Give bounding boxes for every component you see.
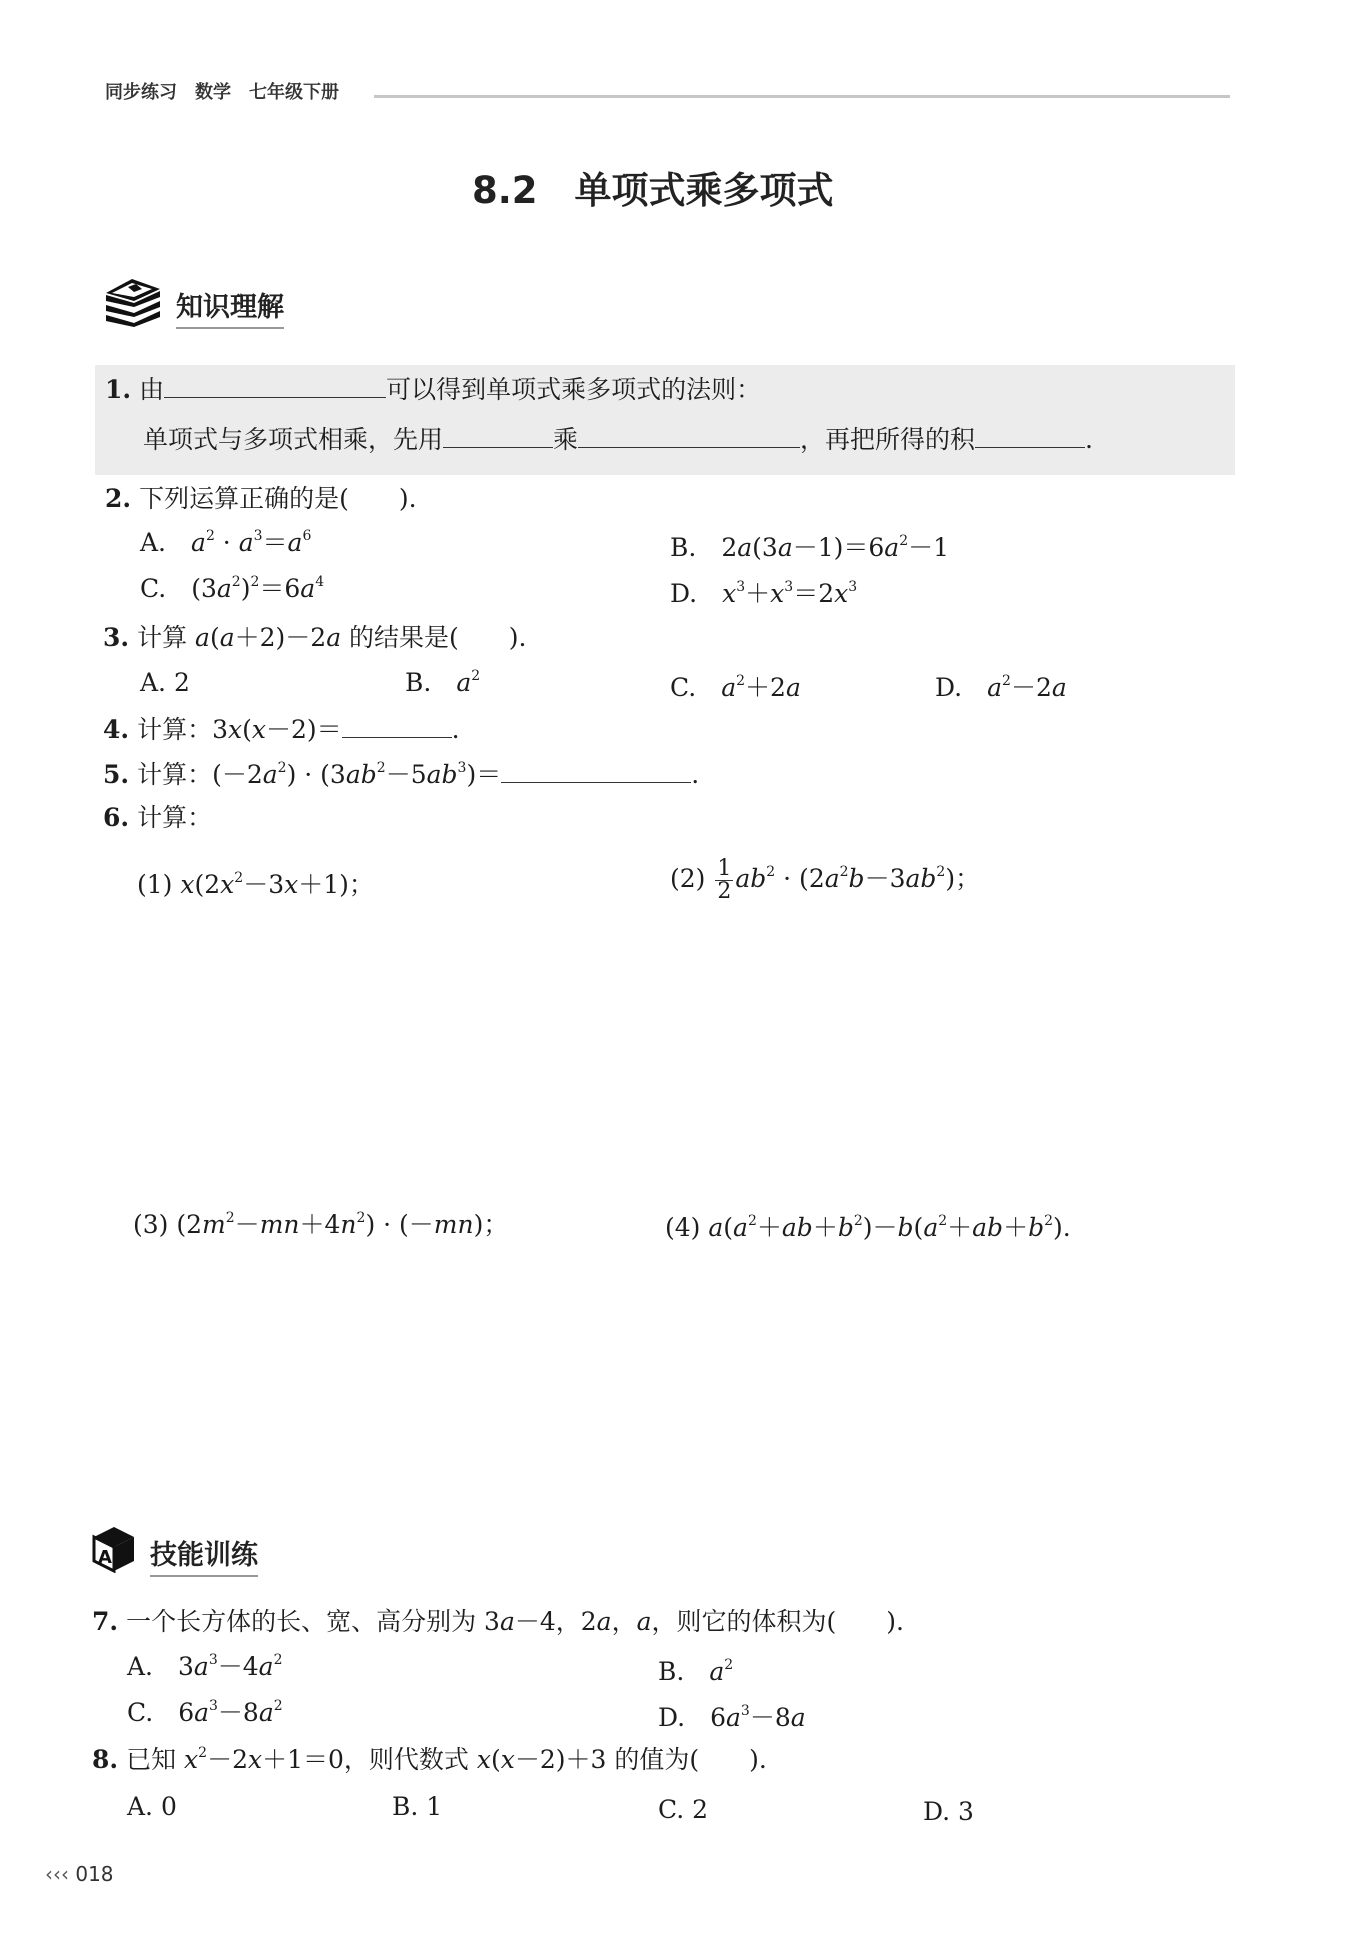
q5-answer-blank[interactable] bbox=[501, 758, 691, 783]
q3-option-b-label: B. bbox=[405, 668, 432, 697]
q3-option-c-label: C. bbox=[670, 673, 697, 702]
q1-text-a: 由 bbox=[139, 375, 165, 404]
q1-text-b: 可以得到单项式乘多项式的法则： bbox=[386, 375, 762, 404]
question-5: 5. 计算：$(-2a^2) \cdot (3ab^2-5ab^3)=$ . bbox=[103, 760, 700, 789]
q7-option-a[interactable]: A. $3a^3-4a^2$ bbox=[127, 1652, 283, 1681]
q3-option-c[interactable]: C. $a^2+2a$ bbox=[670, 673, 801, 702]
q5-number: 5. bbox=[103, 760, 130, 789]
q1-blank-1[interactable] bbox=[164, 373, 386, 398]
q4-stem: 计算： bbox=[137, 715, 213, 744]
q8-option-c-label: C. 2 bbox=[658, 1795, 709, 1824]
q6-part-3-label: (3) bbox=[133, 1210, 169, 1239]
q1-text-e: ，再把所得的积 bbox=[800, 425, 976, 454]
q8-option-d-label: D. 3 bbox=[923, 1797, 974, 1826]
q6-part-1: (1) $x(2x^2-3x+1)$； bbox=[137, 870, 374, 899]
q3-option-b[interactable]: B. $a^2$ bbox=[405, 668, 481, 697]
q8-number: 8. bbox=[92, 1745, 119, 1774]
q7-stem-a: 一个长方体的长、宽、高分别为 bbox=[126, 1607, 477, 1636]
q6-part-3: (3) $(2m^2-mn+4n^2) \cdot (-mn)$； bbox=[133, 1210, 509, 1239]
q1-text-f: . bbox=[1085, 425, 1093, 454]
question-1-line1 bbox=[105, 373, 761, 405]
header-rule bbox=[374, 95, 1230, 98]
q7-stem-b: ，则它的体积为( ). bbox=[651, 1607, 904, 1636]
q2-option-c-label: C. bbox=[140, 574, 167, 603]
question-4: 4. 计算：3x(x－2)＝ . bbox=[103, 715, 460, 744]
q7-option-b-label: B. bbox=[658, 1657, 685, 1686]
question-3-stem: 3. 计算 a(a＋2)－2a 的结果是( ). bbox=[103, 623, 527, 652]
q1-blank-2[interactable] bbox=[443, 423, 553, 448]
triple-chevron-left-icon: ‹‹‹ bbox=[45, 1862, 69, 1886]
page-number: 018 bbox=[75, 1862, 114, 1886]
fraction-one-half: $\frac{1}{2}$ bbox=[717, 856, 732, 904]
q6-number: 6. bbox=[103, 803, 130, 832]
q4-number: 4. bbox=[103, 715, 130, 744]
q6-part-4: (4) $a(a^2+ab+b^2)-b(a^2+ab+b^2)$. bbox=[665, 1213, 1071, 1242]
q6-part-1-label: (1) bbox=[137, 870, 173, 899]
q7-option-d-label: D. bbox=[658, 1703, 686, 1732]
q4-answer-blank[interactable] bbox=[342, 713, 452, 738]
running-header: 同步练习 数学 七年级下册 bbox=[105, 82, 339, 103]
q7-option-b[interactable]: B. $a^2$ bbox=[658, 1657, 734, 1686]
q8-option-d[interactable] bbox=[923, 1797, 974, 1827]
q5-end: . bbox=[691, 760, 700, 789]
q3-option-a[interactable] bbox=[140, 668, 190, 698]
q6-part-2-label: (2) bbox=[670, 864, 706, 893]
q8-stem-a: 已知 bbox=[126, 1745, 177, 1774]
svg-text:A: A bbox=[98, 1547, 112, 1568]
q3-number: 3. bbox=[103, 623, 130, 652]
q8-stem-b: ，则代数式 bbox=[343, 1745, 469, 1774]
question-7-stem: 7. 一个长方体的长、宽、高分别为 3a－4，2a，a，则它的体积为( ). bbox=[92, 1607, 904, 1636]
q2-option-d[interactable]: D. $x^3+x^3=2x^3$ bbox=[670, 579, 858, 608]
q8-option-a[interactable] bbox=[127, 1792, 177, 1822]
q7-option-c[interactable]: C. $6a^3-8a^2$ bbox=[127, 1698, 283, 1727]
q6-part-2: (2) $\frac{1}{2}$ $ab^2 \cdot (2a^2b-3ab^2)$； bbox=[670, 856, 981, 904]
section-skills: 技能训练 bbox=[150, 1533, 258, 1577]
q6-part-4-label: (4) bbox=[665, 1213, 701, 1242]
question-8-stem: 8. 已知 $x^2-2x+1=0$，则代数式 x(x－2)＋3 的值为( ). bbox=[92, 1745, 767, 1774]
q7-number: 7. bbox=[92, 1607, 119, 1636]
q3-stem-b: 的结果是( ). bbox=[349, 623, 527, 652]
books-icon bbox=[102, 275, 164, 331]
q7-option-d[interactable]: D. $6a^3-8a$ bbox=[658, 1703, 806, 1732]
q8-stem-c: 的值为( ). bbox=[614, 1745, 767, 1774]
q7-option-c-label: C. bbox=[127, 1698, 154, 1727]
question-2-stem bbox=[105, 484, 417, 514]
q1-blank-3[interactable] bbox=[578, 423, 800, 448]
q5-stem: 计算： bbox=[137, 760, 213, 789]
q2-option-a[interactable]: A. $a^2 \cdot a^3=a^6$ bbox=[140, 528, 312, 557]
q2-stem: 下列运算正确的是( ). bbox=[139, 484, 417, 513]
q2-option-d-label: D. bbox=[670, 579, 698, 608]
q1-text-d: 乘 bbox=[553, 425, 579, 454]
q3-option-a-label: A. 2 bbox=[140, 668, 190, 697]
q6-stem: 计算： bbox=[137, 803, 213, 832]
question-1-line2 bbox=[143, 423, 1093, 455]
q2-option-c[interactable]: C. $(3a^2)^2=6a^4$ bbox=[140, 574, 325, 603]
section-knowledge: 知识理解 bbox=[176, 285, 284, 329]
q2-option-a-label: A. bbox=[140, 528, 167, 557]
q8-option-b-label: B. 1 bbox=[392, 1792, 443, 1821]
q8-option-c[interactable] bbox=[658, 1795, 708, 1825]
q8-option-b[interactable] bbox=[392, 1792, 442, 1822]
cube-icon bbox=[90, 1525, 138, 1577]
page-footer bbox=[45, 1862, 114, 1886]
q2-option-b-label: B. bbox=[670, 533, 697, 562]
q4-end: . bbox=[451, 715, 460, 744]
page-title: 8.2 单项式乘多项式 bbox=[472, 169, 834, 212]
question-6-stem bbox=[103, 803, 212, 833]
q3-option-d[interactable]: D. $a^2-2a$ bbox=[935, 673, 1067, 702]
q8-option-a-label: A. 0 bbox=[127, 1792, 177, 1821]
q1-blank-4[interactable] bbox=[975, 423, 1085, 448]
q2-number: 2. bbox=[105, 484, 132, 513]
q1-text-c: 单项式与多项式相乘，先用 bbox=[143, 425, 444, 454]
q3-option-d-label: D. bbox=[935, 673, 963, 702]
q7-option-a-label: A. bbox=[127, 1652, 154, 1681]
q1-number: 1. bbox=[105, 375, 132, 404]
q3-stem-a: 计算 bbox=[137, 623, 188, 652]
q2-option-b[interactable]: B. $2a(3a-1)=6a^2-1$ bbox=[670, 533, 950, 562]
